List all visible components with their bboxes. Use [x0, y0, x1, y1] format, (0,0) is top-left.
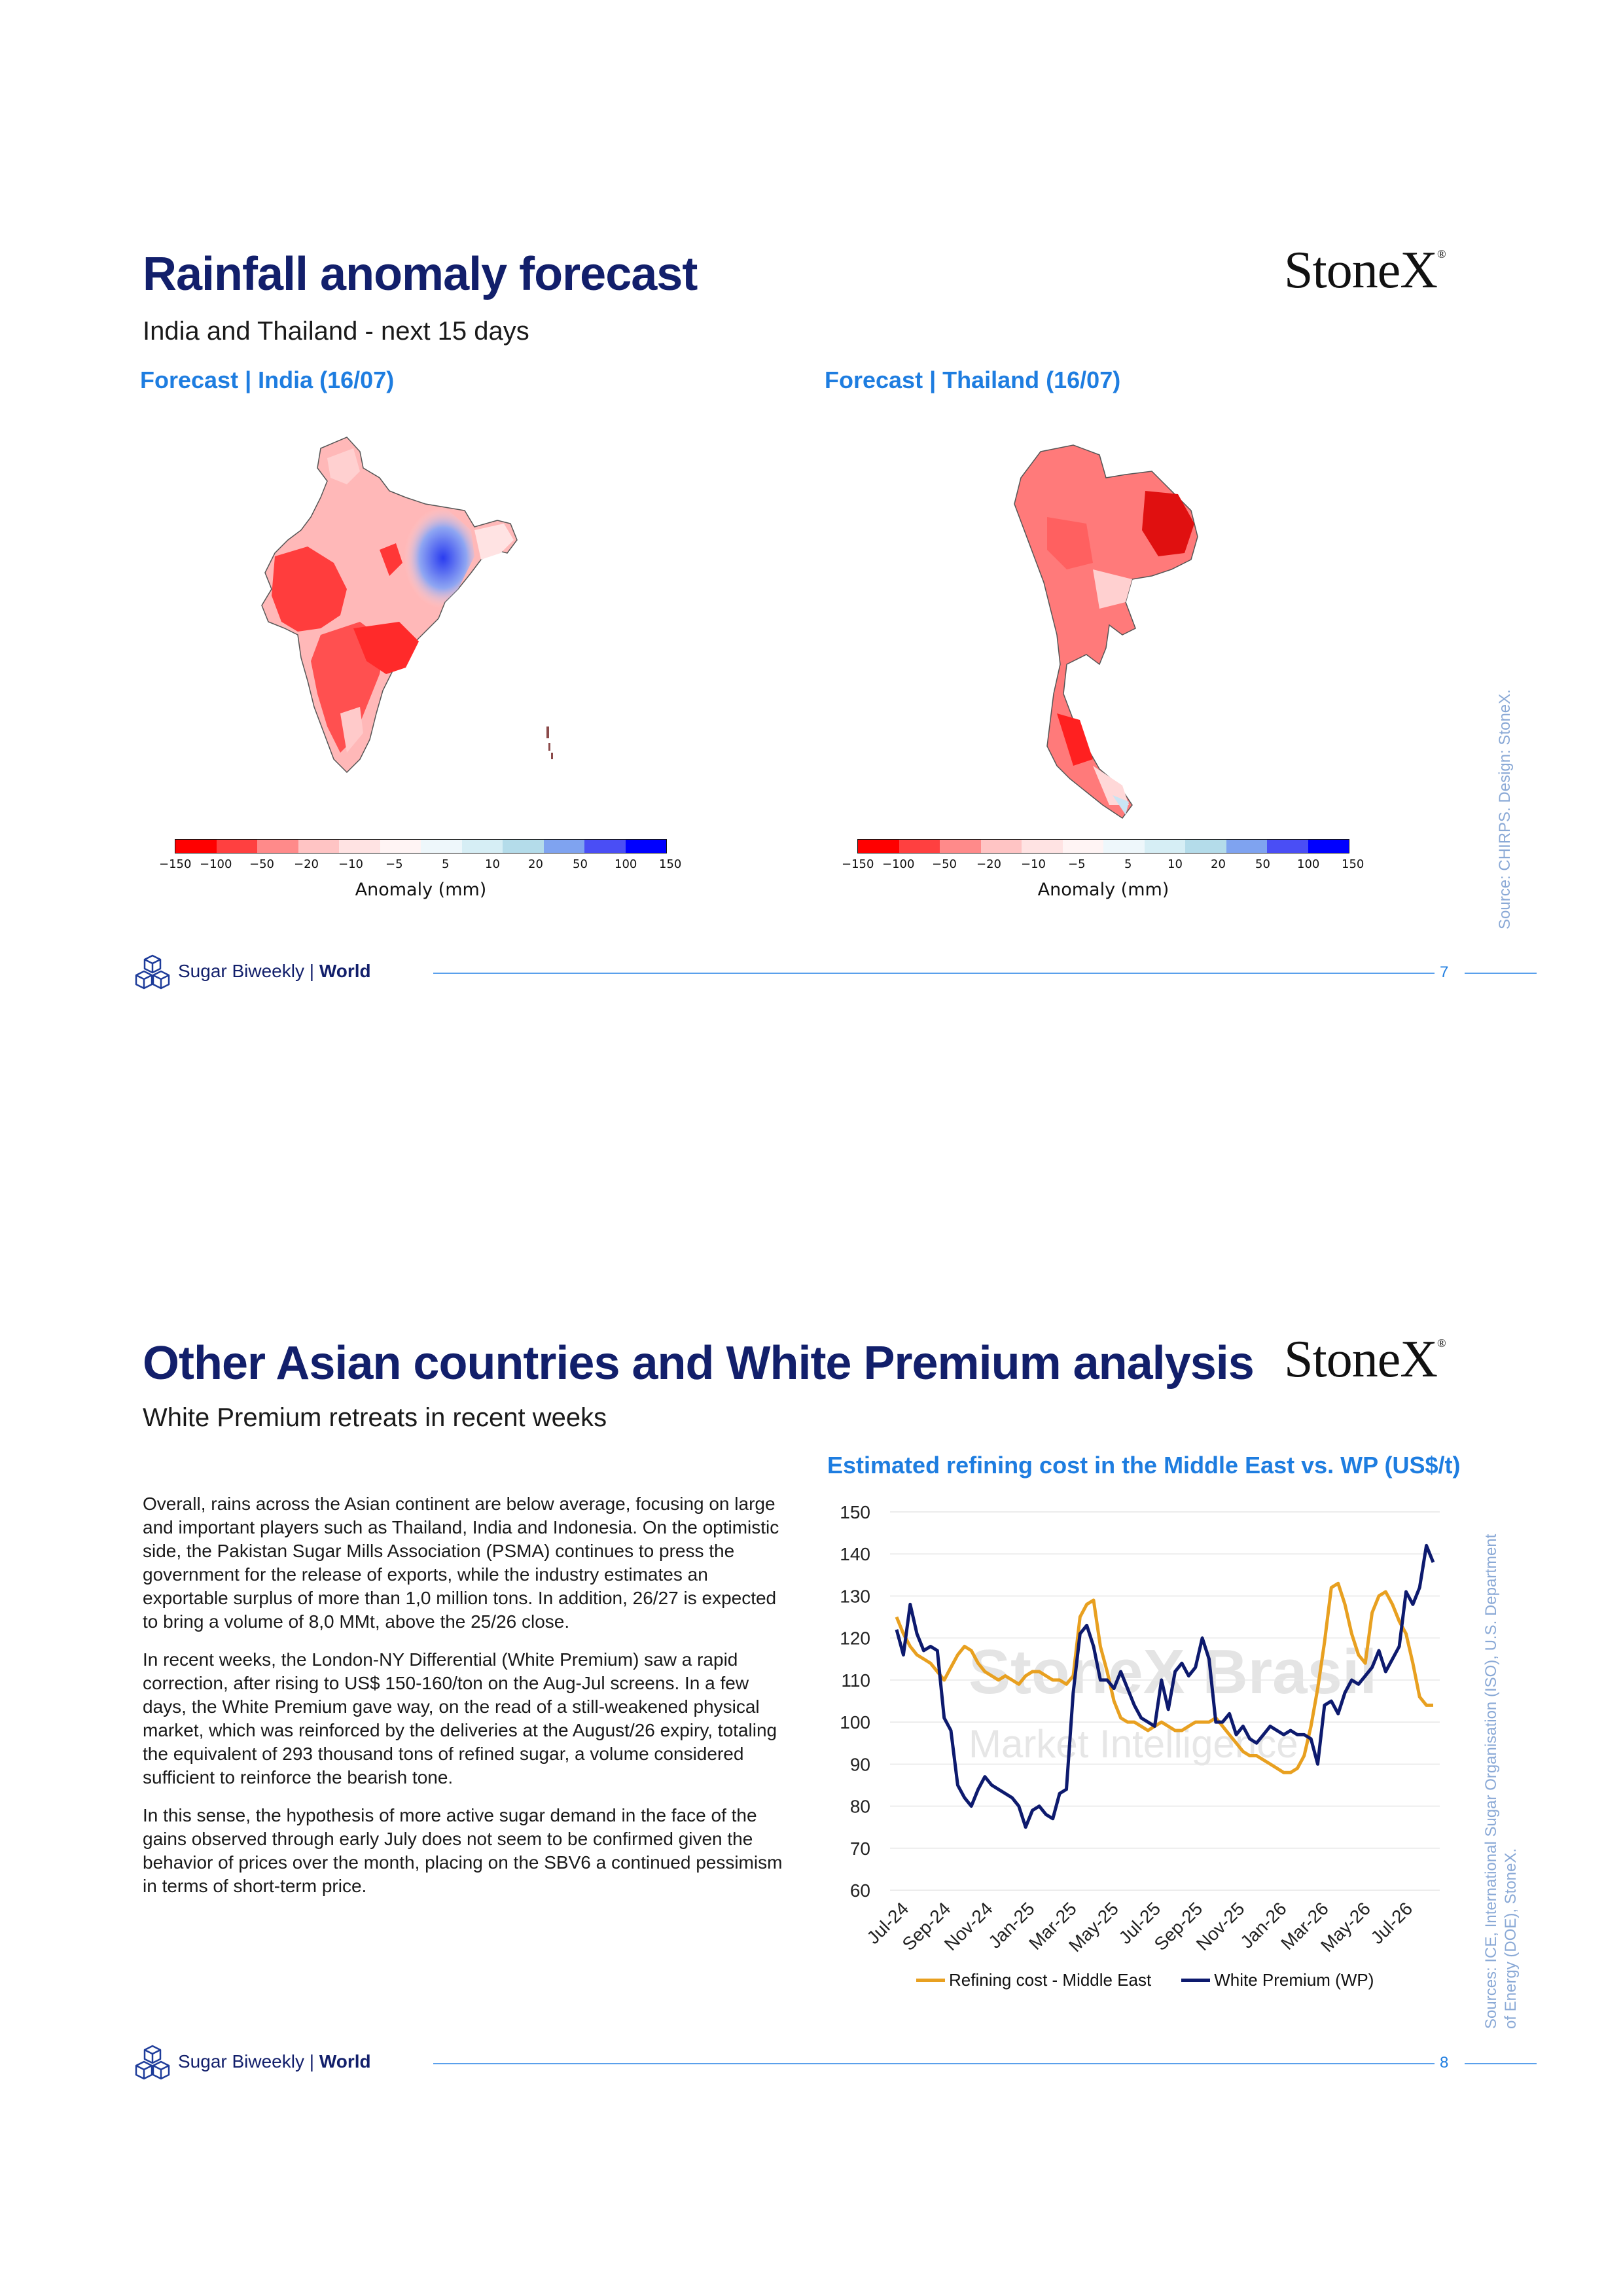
tick-label: 150: [1342, 857, 1364, 871]
colorbar-ticks: [842, 853, 1364, 873]
y-tick-label: 100: [840, 1712, 870, 1733]
cubes-icon: [134, 954, 171, 990]
tick-label: −10: [338, 857, 363, 871]
x-tick-label: Nov-25: [1192, 1898, 1249, 1955]
x-tick-label: Mar-26: [1277, 1898, 1332, 1954]
paragraph: In this sense, the hypothesis of more active sugar demand in the face of the gains observed through early July does not seem to be confirmed given the behavior of prices over the month, placing on the SBV6 a continued pessimism in terms of short-term price.: [143, 1805, 783, 1896]
tick-label: −10: [1021, 857, 1046, 871]
tick-label: 20: [1211, 857, 1226, 871]
footer-section: World: [319, 961, 371, 981]
watermark-line-2: Market Intelligence: [969, 1722, 1298, 1766]
footer-section: World: [319, 2051, 371, 2072]
source-text: Sources: ICE, International Sugar Organisation (ISO), U.S. Department of Energy (DOE), StoneX.: [1482, 1534, 1520, 2029]
tick-label: −150: [842, 857, 874, 871]
tick-label: 150: [659, 857, 682, 871]
legend-line-swatch: [1181, 1979, 1210, 1982]
stonex-logo: StoneX®: [1284, 1331, 1446, 1388]
x-tick-label: Jan-25: [984, 1898, 1039, 1952]
legend-label: White Premium (WP): [1214, 1970, 1374, 1990]
thailand-colorbar: [842, 839, 1364, 900]
tick-label: −150: [159, 857, 192, 871]
y-tick-label: 70: [849, 1838, 870, 1859]
tick-label: −5: [385, 857, 403, 871]
footer-divider: [433, 2063, 1435, 2064]
tick-label: 20: [528, 857, 543, 871]
tick-label: 10: [1168, 857, 1183, 871]
x-tick-label: May-26: [1317, 1898, 1375, 1956]
y-tick-label: 120: [840, 1628, 870, 1649]
tick-label: −20: [976, 857, 1001, 871]
analysis-text: [143, 1492, 791, 1912]
footer-divider-end: [1465, 973, 1537, 974]
chart-title: Estimated refining cost in the Middle East vs. WP (US$/t): [827, 1452, 1461, 1479]
source-note: Source: CHIRPS. Design: StoneX.: [1496, 689, 1514, 929]
x-tick-label: Jul-25: [1115, 1898, 1165, 1948]
y-tick-label: 90: [849, 1754, 870, 1775]
colorbar-swatches: [857, 839, 1349, 853]
thailand-panel-label: Forecast | Thailand (16/07): [825, 367, 1121, 393]
tick-label: 100: [615, 857, 637, 871]
tick-label: 100: [1297, 857, 1320, 871]
thailand-rainfall-map: [995, 439, 1217, 825]
footer-brand-name: Sugar Biweekly: [178, 2051, 304, 2072]
legend-line-swatch: [916, 1979, 945, 1982]
x-tick-label: Sep-25: [1150, 1898, 1207, 1955]
y-tick-label: 60: [849, 1880, 870, 1901]
logo-text: StoneX: [1284, 242, 1437, 299]
cubes-icon: [134, 2045, 171, 2080]
footer-brand: Sugar Biweekly | World: [178, 2051, 371, 2072]
footer-brand-name: Sugar Biweekly: [178, 961, 304, 981]
tick-label: −100: [882, 857, 915, 871]
legend-label: Refining cost - Middle East: [949, 1970, 1152, 1990]
stonex-logo: StoneX®: [1284, 242, 1446, 299]
india-colorbar: [159, 839, 682, 900]
y-tick-label: 140: [840, 1544, 870, 1565]
footer-brand: Sugar Biweekly | World: [178, 961, 371, 981]
paragraph: In recent weeks, the London-NY Differential (White Premium) saw a rapid correction, after rising to US$ 150-160/ton on the Aug-Jul screens. In a few days, the White Premium gave way, on the read of a still-weakened physical market, which was reinforced by the deliveries at the August/26 expiry, totaling the equivalent of 293 thousand tons of refined sugar, a volume considered sufficient to reinforce the bearish tone.: [143, 1649, 777, 1787]
tick-label: 10: [485, 857, 500, 871]
chart-legend: [916, 1970, 1374, 1990]
x-tick-label: Sep-24: [898, 1898, 955, 1955]
refining-cost-line: [897, 1583, 1433, 1772]
y-tick-label: 80: [849, 1796, 870, 1817]
footer-divider-end: [1465, 2063, 1537, 2064]
legend-refining: [916, 1970, 1151, 1990]
tick-label: −20: [294, 857, 319, 871]
tick-label: −100: [200, 857, 232, 871]
tick-label: −50: [249, 857, 274, 871]
tick-label: 50: [1255, 857, 1270, 871]
page-number: 8: [1440, 2054, 1449, 2072]
y-tick-label: 110: [841, 1670, 870, 1691]
paragraph: Overall, rains across the Asian continent are below average, focusing on large and important players such as Thailand, India and Indonesia. On the optimistic side, the Pakistan Sugar Mills Association (PSMA) continues to press the government for the release of exports, while the industry estimates an exportable surplus of more than 1,0 million tons. In addition, 26/27 is expected to bring a volume of 8,0 MMt, above the 25/26 close.: [143, 1494, 779, 1632]
colorbar-ticks: [159, 853, 682, 873]
x-tick-label: May-25: [1065, 1898, 1123, 1956]
tick-label: 5: [442, 857, 450, 871]
page-subtitle: White Premium retreats in recent weeks: [143, 1403, 607, 1432]
page-title: Other Asian countries and White Premium analysis: [143, 1337, 1254, 1390]
y-tick-label: 150: [840, 1502, 870, 1522]
colorbar-title: Anomaly (mm): [355, 880, 487, 900]
watermark-line-1: StoneX Brasil: [969, 1637, 1378, 1707]
refining-vs-wp-chart: [825, 1492, 1446, 1977]
page-subtitle: India and Thailand - next 15 days: [143, 317, 529, 346]
x-tick-label: Jan-26: [1236, 1898, 1291, 1952]
colorbar-title: Anomaly (mm): [1037, 880, 1169, 900]
white-premium-line: [897, 1545, 1433, 1827]
x-tick-label: Mar-25: [1025, 1898, 1080, 1954]
logo-text: StoneX: [1284, 1331, 1437, 1388]
x-tick-label: Jul-24: [863, 1898, 913, 1948]
india-panel-label: Forecast | India (16/07): [140, 367, 395, 393]
colorbar-swatches: [175, 839, 667, 853]
page-number: 7: [1440, 963, 1449, 981]
footer-divider: [433, 973, 1435, 974]
x-tick-label: Nov-24: [940, 1898, 997, 1955]
y-tick-label: 130: [840, 1586, 870, 1607]
tick-label: −50: [932, 857, 957, 871]
tick-label: 5: [1124, 857, 1132, 871]
india-rainfall-map: [249, 432, 589, 825]
tick-label: −5: [1068, 857, 1086, 871]
tick-label: 50: [573, 857, 588, 871]
page-title: Rainfall anomaly forecast: [143, 248, 698, 300]
source-note: [1482, 1518, 1521, 2029]
legend-wp: [1181, 1970, 1374, 1990]
x-tick-label: Jul-26: [1366, 1898, 1417, 1948]
